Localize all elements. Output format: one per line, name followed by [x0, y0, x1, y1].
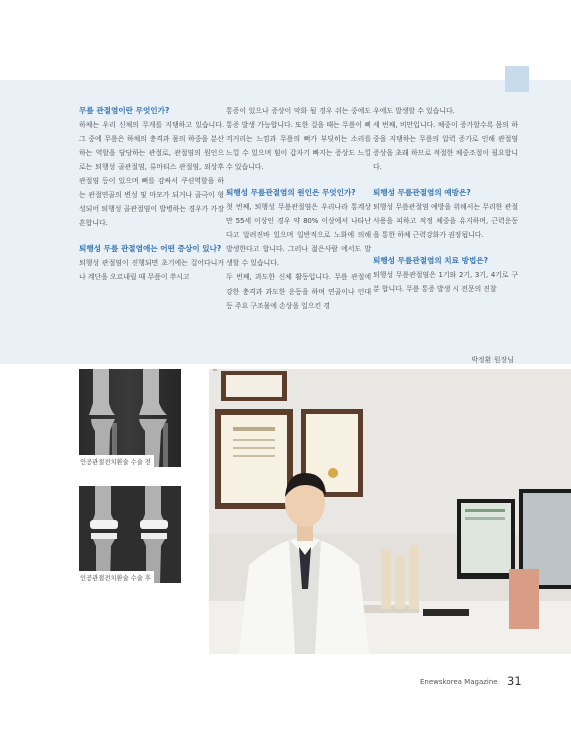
page-number: 31 [507, 674, 522, 688]
heading-what-is-arthritis: 무릎 관절염이란 무엇인가? [79, 106, 170, 115]
paragraph: 우에도 발생할 수 있습니다. [373, 107, 455, 115]
photo-caption: 박정환 원장님 [471, 356, 514, 364]
paragraph: 통증이 있으나 증상이 악화 될 경우 쉬는 중에도 통증 발생 가능합니다. 또한 걸을 때는 무릎이 삐걱거리는 느낌과 무릎의 뼈가 부딪히는 소리를 느낄 수 있으며 힘이 갑자기 빠지는 증상도 느낄 수 있습니다. [226, 107, 371, 172]
xray-before-caption: 인공관절전치환술 수술 전 [79, 455, 154, 467]
decorative-square [505, 66, 529, 92]
heading-prevention: 퇴행성 무릎관절염의 예방은? [373, 188, 471, 198]
heading-causes: 퇴행성 무릎관절염의 원인은 무엇인가? [226, 188, 356, 198]
paragraph: 두 번째, 과도한 신체 활동입니다. 무릎 관절에 강한 충격과 과도한 운동을 하며 연골이나 인대 등 주요 구조물에 손상을 일으킨 경 [226, 273, 371, 310]
paragraph: 첫 번째, 퇴행성 무릎관절염은 우리나라 통계상 만 55세 이상인 경우 약 80% 이상에서 나타난다고 알려진바 있으며 일반적으로 노화에 의해 발생한다고 합니다. 그러나 젊은사람 에서도 발생할 수 있습니다. [226, 202, 371, 268]
knee-xray-after-image [79, 486, 181, 583]
paragraph: 퇴행성 무릎관절염은 1기와 2기, 3기, 4기로 구분 합니다. 무릎 통증 발생 시 전문의 진찰 [373, 270, 518, 293]
text-column-3 [373, 104, 518, 296]
paragraph: 퇴행성 관절염이 진행되면 초기에는 걸어다니거나 계단을 오르내릴 때 무릎이 쑤시고 [79, 258, 224, 281]
paragraph: 하체는 우리 신체의 무게를 지탱하고 있습니다. 그 중에 무릎은 하체의 충격과 몸의 하중을 분산하는 역할을 담당하는 관절로, 관절염의 원인으로는 퇴행성 골관절염, 류마티스 관절염, 외상후 관절염 등이 있으며 뼈를 감싸서 쿠션역할을 하는 관절연골의 변성 및 마모가 되거나 골극이 형성되어 퇴행성 골관절염이 발병하는 경우가 가장 흔합니다. [79, 120, 224, 228]
xray-after-caption: 인공관절전치환술 수술 후 [79, 571, 154, 583]
magazine-name: Enewskorea Magazine [420, 678, 498, 686]
heading-symptoms: 퇴행성 무릎 관절염에는 어떤 증상이 있나? [79, 244, 222, 254]
paragraph: 세 번째, 비만입니다. 체중이 증가할수록 몸의 하중을 지탱하는 무릎의 압력 증가로 인해 관절염 증상을 초래 하므로 적절한 체중조절이 필요합니다. [373, 121, 518, 172]
text-column-2 [226, 104, 371, 313]
doctor-office-photo [209, 369, 571, 654]
paragraph: 퇴행성 무릎관절염 예방을 위해서는 무리한 관절 사용을 피하고 적정 체중을 유지하며, 근력운동을 통한 하체 근력강화가 권장됩니다. [373, 202, 518, 240]
text-column-1 [79, 104, 224, 284]
knee-xray-before-image [79, 369, 181, 467]
heading-treatment: 퇴행성 무릎관절염의 치료 방법은? [373, 256, 489, 266]
